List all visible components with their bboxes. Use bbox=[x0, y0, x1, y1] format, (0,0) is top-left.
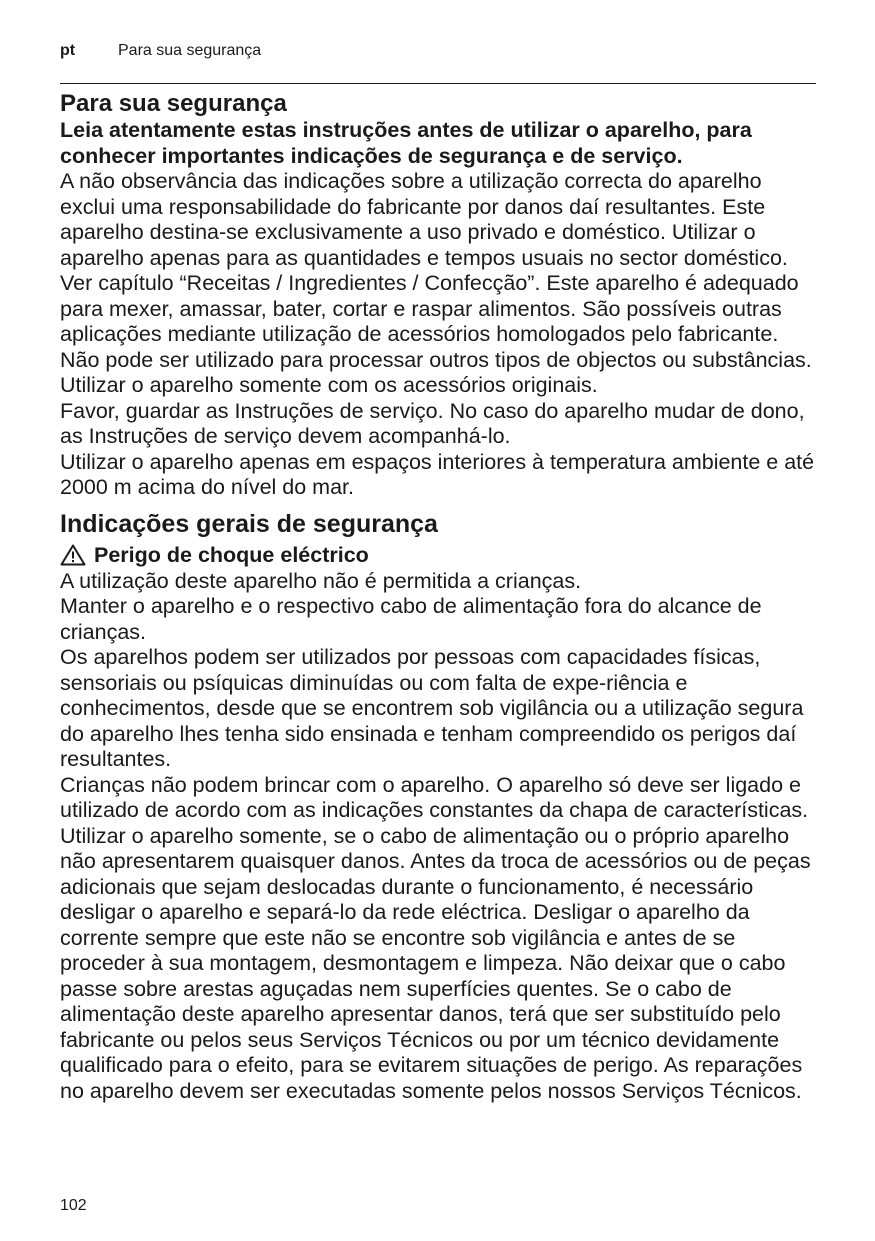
warning-heading bbox=[60, 541, 820, 569]
page-title: Para sua segurança bbox=[60, 90, 287, 117]
safety-paragraph: Manter o aparelho e o respectivo cabo de alimentação fora do alcance de crianças. bbox=[60, 594, 762, 644]
language-code: pt bbox=[60, 42, 76, 59]
page-header bbox=[60, 40, 816, 62]
header-divider bbox=[60, 83, 816, 84]
header-section-title: Para sua segurança bbox=[118, 42, 262, 59]
lead-paragraph: Leia atentamente estas instruções antes de utilizar o aparelho, para conhecer importantes indicações de segurança e de serviço. bbox=[60, 118, 752, 168]
intro-paragraph: Utilizar o aparelho somente com os acessórios originais. bbox=[60, 373, 598, 397]
intro-paragraph: Favor, guardar as Instruções de serviço. No caso do aparelho mudar de dono, as Instruções de serviço devem acompanhá-lo. bbox=[60, 398, 805, 448]
page-number: 102 bbox=[60, 1197, 87, 1214]
safety-paragraph: Crianças não podem brincar com o aparelho. O aparelho só deve ser ligado e utilizado de acordo com as indicações constantes da chapa de características. Utilizar o aparelho somente, se o cabo de alimentação ou o próprio aparelho não apresentarem quaisquer danos. Antes da troca de acessórios ou de peças adicionais que sejam deslocadas durante o funcionamento, é necessário desligar o aparelho e separá-lo da rede eléctrica. Desligar o aparelho da corrente sempre que este não se encontre sob vigilância e antes de se proceder à sua montagem, desmontagem e limpeza. Não deixar que o cabo passe sobre arestas aguçadas nem superfícies quentes. Se o cabo de alimentação deste aparelho apresentar danos, terá que ser substituído pelo fabricante ou pelos seus Serviços Técnicos ou por um técnico devidamente qualificado para o efeito, para se evitarem situações de perigo. As reparações no aparelho devem ser executadas somente pelos nossos Serviços Técnicos. bbox=[60, 772, 811, 1103]
safety-paragraph: Os aparelhos podem ser utilizados por pessoas com capacidades físicas, sensoriais ou psíquicas diminuídas ou com falta de expe-riência e conhecimentos, desde que se encontrem sob vigilância ou a utilização segura do aparelho lhes tenha sido ensinada e tenham compreendido os perigos daí resultantes. bbox=[60, 645, 804, 771]
general-safety-heading: Indicações gerais de segurança bbox=[60, 509, 438, 538]
warning-title: Perigo de choque eléctrico bbox=[94, 542, 369, 567]
page-content bbox=[60, 90, 820, 1104]
safety-paragraph: A utilização deste aparelho não é permitida a crianças. bbox=[60, 568, 582, 593]
warning-triangle-icon bbox=[60, 544, 86, 566]
intro-paragraph: A não observância das indicações sobre a utilização correcta do aparelho exclui uma responsabilidade do fabricante por danos daí resultantes. Este aparelho destina-se exclusivamente a uso privado e doméstico. Utilizar o aparelho apenas para as quantidades e tempos usuais no sector doméstico. Ver capítulo “Receitas / Ingredientes / Confecção”. Este aparelho é adequado para mexer, amassar, bater, cortar e raspar alimentos. São possíveis outras aplicações mediante utilização de acessórios homologados pelo fabricante. Não pode ser utilizado para processar outros tipos de objectos ou substâncias. bbox=[60, 169, 812, 372]
intro-paragraph: Utilizar o aparelho apenas em espaços interiores à temperatura ambiente e até 2000 m acima do nível do mar. bbox=[60, 449, 815, 499]
